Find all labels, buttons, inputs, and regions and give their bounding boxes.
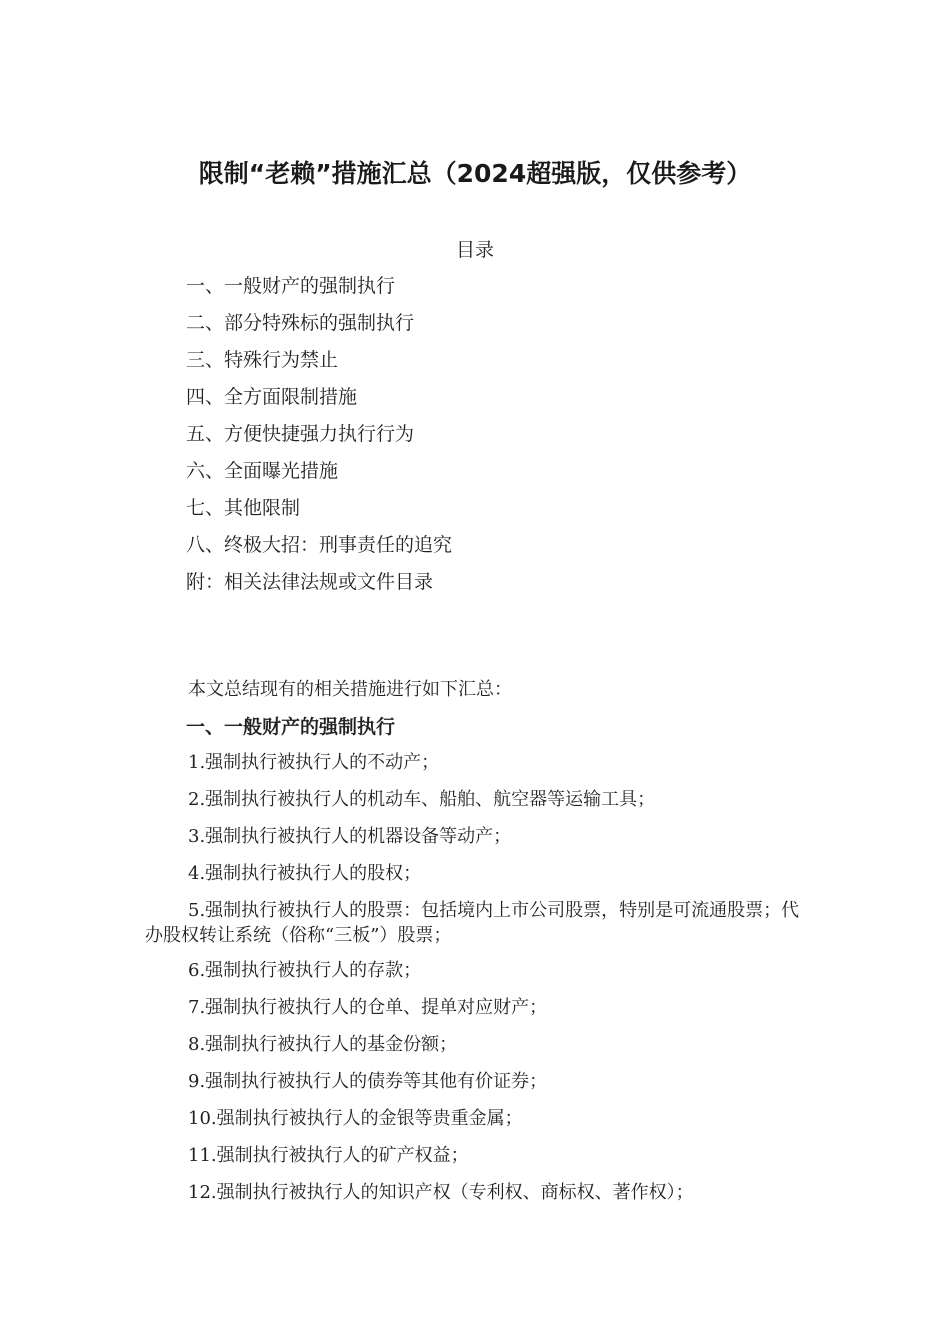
list-item: 8.强制执行被执行人的基金份额； <box>188 1034 458 1055</box>
measures-list <box>145 750 809 1217</box>
list-item: 10.强制执行被执行人的金银等贵重金属； <box>188 1108 523 1129</box>
toc-item: 五、方便快捷强力执行行为 <box>186 423 415 445</box>
toc-item: 三、特殊行为禁止 <box>186 349 339 371</box>
table-of-contents <box>186 272 452 605</box>
section-heading: 一、一般财产的强制执行 <box>186 716 396 738</box>
list-item: 3.强制执行被执行人的机器设备等动产； <box>188 826 512 847</box>
list-item: 1.强制执行被执行人的不动产； <box>188 752 440 773</box>
toc-item: 二、部分特殊标的强制执行 <box>186 312 415 334</box>
toc-item: 八、终极大招：刑事责任的追究 <box>186 534 453 556</box>
list-item: 2.强制执行被执行人的机动车、船舶、航空器等运输工具； <box>188 789 656 810</box>
intro-paragraph: 本文总结现有的相关措施进行如下汇总： <box>188 679 512 700</box>
list-item: 11.强制执行被执行人的矿产权益； <box>188 1145 469 1166</box>
list-item: 6.强制执行被执行人的存款； <box>188 960 422 981</box>
document-title: 限制“老赖”措施汇总（2024超强版，仅供参考） <box>198 159 752 188</box>
list-item: 4.强制执行被执行人的股权； <box>188 863 422 884</box>
toc-item: 附：相关法律法规或文件目录 <box>186 571 434 593</box>
toc-item: 四、全方面限制措施 <box>186 386 358 408</box>
toc-item: 一、一般财产的强制执行 <box>186 275 396 297</box>
list-item: 9.强制执行被执行人的债券等其他有价证券； <box>188 1071 548 1092</box>
toc-item: 七、其他限制 <box>186 497 301 519</box>
list-item: 12.强制执行被执行人的知识产权（专利权、商标权、著作权）； <box>188 1182 694 1203</box>
toc-heading: 目录 <box>455 239 494 261</box>
list-item: 5.强制执行被执行人的股票：包括境内上市公司股票，特别是可流通股票；代办股权转让系统（俗称“三板”）股票； <box>145 900 800 946</box>
list-item: 7.强制执行被执行人的仓单、提单对应财产； <box>188 997 548 1018</box>
toc-item: 六、全面曝光措施 <box>186 460 339 482</box>
